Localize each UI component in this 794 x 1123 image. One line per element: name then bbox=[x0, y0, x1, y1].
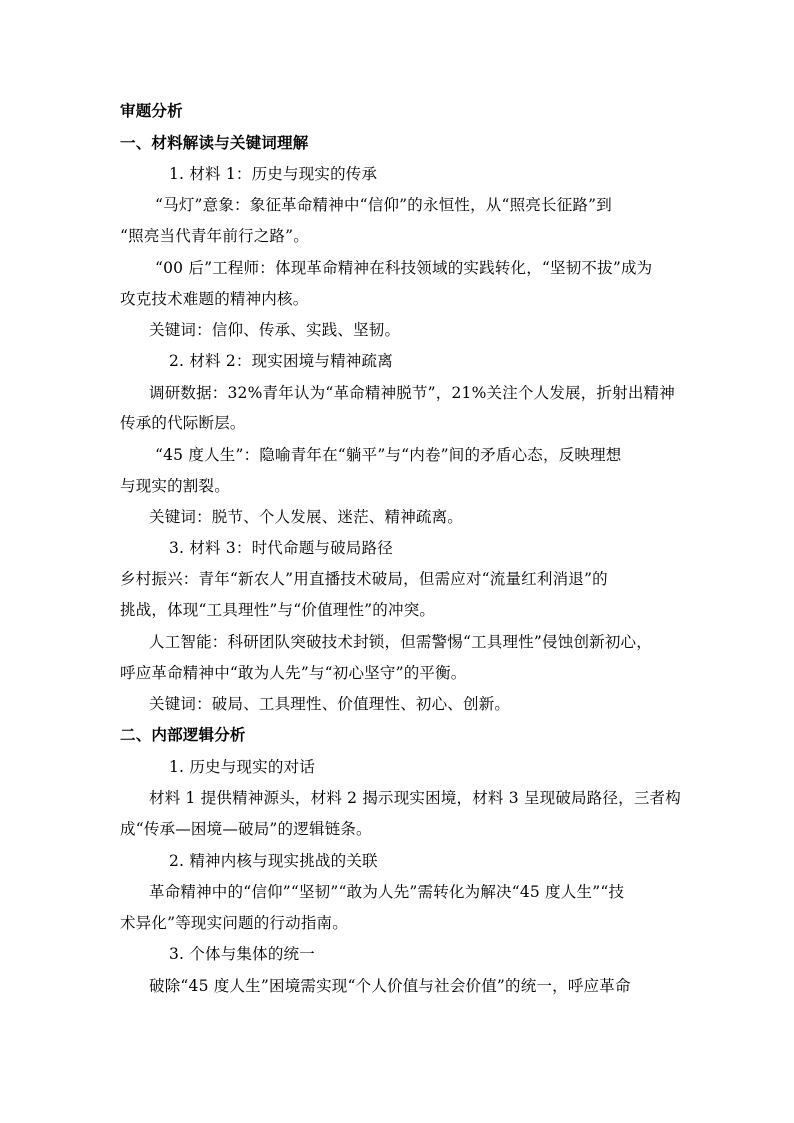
section-2-item-2-title: 2. 精神内核与现实挑战的关联 bbox=[169, 852, 378, 870]
paragraph-line: 乡村振兴：青年“新农人”用直播技术破局，但需应对“流量红利消退”的 bbox=[120, 570, 608, 588]
section-1-item-2-title: 2. 材料 2：现实困境与精神疏离 bbox=[169, 352, 393, 370]
paragraph-line: 破除“45 度人生”困境需实现“个人价值与社会价值”的统一，呼应革命 bbox=[149, 977, 631, 995]
section-2-item-3-title: 3. 个体与集体的统一 bbox=[169, 945, 315, 963]
paragraph-line: 呼应革命精神中“敢为人先”与“初心坚守”的平衡。 bbox=[120, 664, 467, 682]
paragraph-line: 革命精神中的“信仰”“坚韧”“敢为人先”需转化为解决“45 度人生”“技 bbox=[149, 883, 625, 901]
paragraph-line: 攻克技术难题的精神内核。 bbox=[120, 290, 309, 308]
paragraph-line: 调研数据：32%青年认为“革命精神脱节”，21%关注个人发展，折射出精神 bbox=[149, 384, 675, 402]
page-title: 审题分析 bbox=[120, 101, 183, 120]
paragraph-line: 成“传承—困境—破局”的逻辑链条。 bbox=[120, 820, 372, 838]
paragraph-line: 人工智能：科研团队突破技术封锁，但需警惕“工具理性”侵蚀创新初心， bbox=[149, 633, 652, 651]
paragraph-line: 术异化”等现实问题的行动指南。 bbox=[120, 914, 348, 932]
section-2-heading: 二、内部逻辑分析 bbox=[120, 725, 246, 744]
paragraph-line: 材料 1 提供精神源头，材料 2 揭示现实困境，材料 3 呈现破局路径，三者构 bbox=[149, 789, 681, 807]
paragraph-line: “照亮当代青年前行之路”。 bbox=[120, 227, 309, 245]
keywords-line: 关键词：信仰、传承、实践、坚韧。 bbox=[149, 321, 401, 339]
paragraph-line: 与现实的割裂。 bbox=[120, 477, 230, 495]
section-2-item-1-title: 1. 历史与现实的对话 bbox=[169, 758, 315, 776]
paragraph-line: “45 度人生”：隐喻青年在“躺平”与“内卷”间的矛盾心态，反映理想 bbox=[155, 446, 622, 464]
paragraph-line: “00 后”工程师：体现革命精神在科技领域的实践转化，“坚韧不拔”成为 bbox=[155, 259, 653, 277]
section-1-item-3-title: 3. 材料 3：时代命题与破局路径 bbox=[169, 539, 393, 557]
section-1-heading: 一、材料解读与关键词理解 bbox=[120, 133, 309, 152]
keywords-line: 关键词：脱节、个人发展、迷茫、精神疏离。 bbox=[149, 508, 464, 526]
keywords-line: 关键词：破局、工具理性、价值理性、初心、创新。 bbox=[149, 695, 511, 713]
paragraph-line: 传承的代际断层。 bbox=[120, 414, 246, 432]
paragraph-line: “马灯”意象：象征革命精神中“信仰”的永恒性，从“照亮长征路”到 bbox=[155, 196, 612, 214]
section-1-item-1-title: 1. 材料 1：历史与现实的传承 bbox=[169, 165, 378, 183]
paragraph-line: 挑战，体现“工具理性”与“价值理性”的冲突。 bbox=[120, 601, 436, 619]
